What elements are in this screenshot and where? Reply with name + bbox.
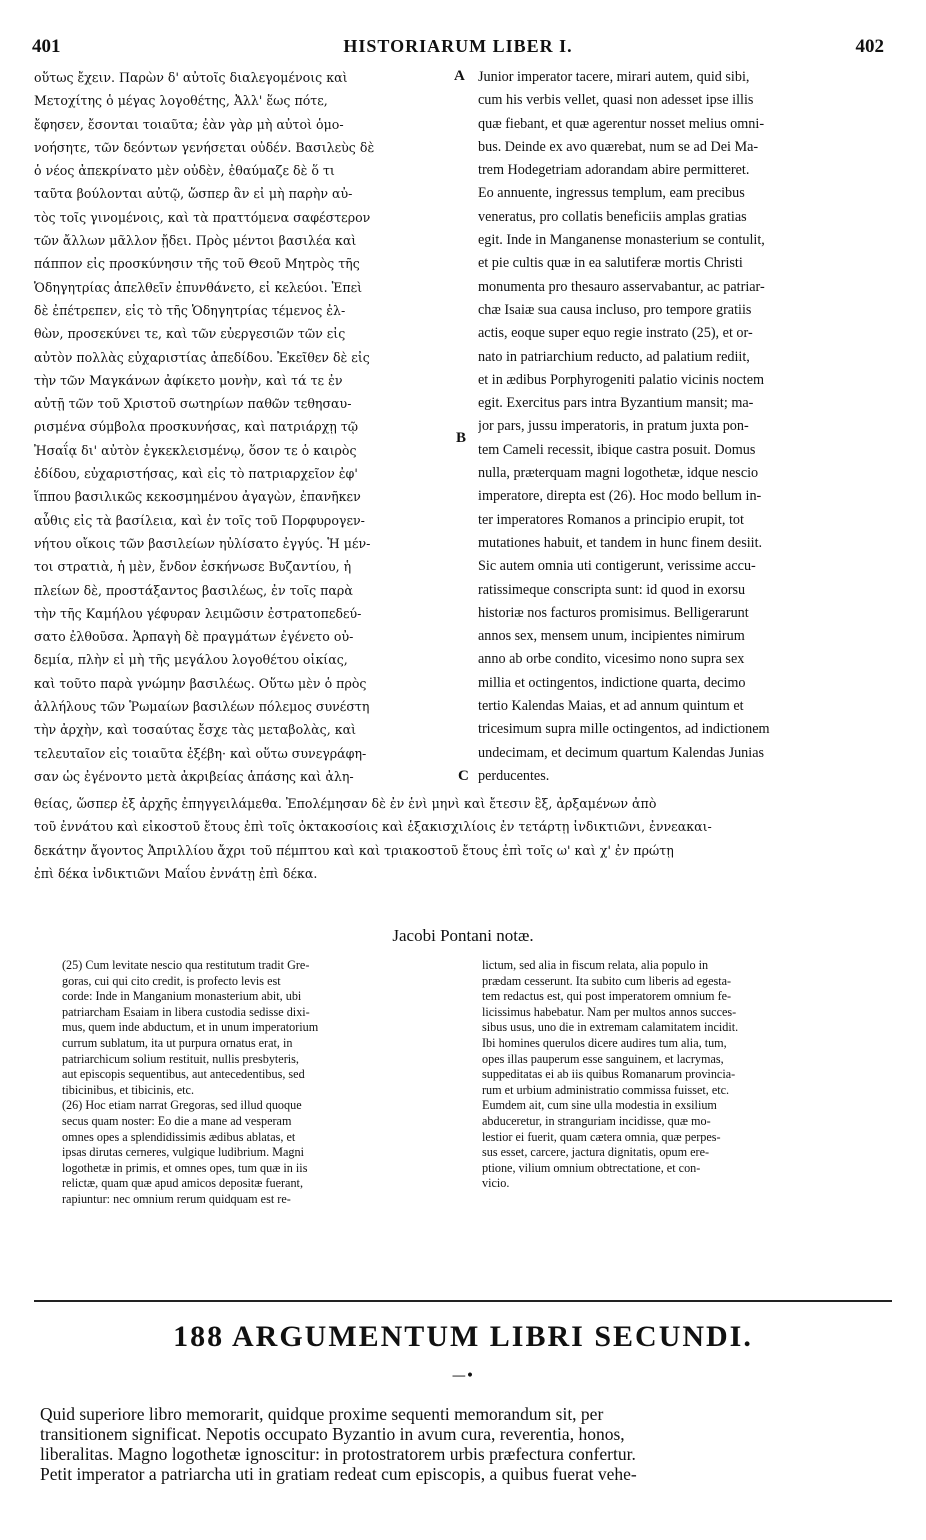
note-line: (25) Cum levitate nescio qua restitutum tradit Gre-	[62, 958, 310, 972]
greek-line: δεμία, πλὴν εἰ μὴ τῆς μεγάλου λογοθέτου οἰκίας,	[34, 652, 348, 668]
greek-line: αὖθις εἰς τὰ βασίλεια, καὶ ἐν τοῖς τοῦ Πορφυρογεν-	[34, 512, 365, 528]
greek-line: αὐτὸν πολλὰς εὐχαριστίας ἀπεδίδου. Ἐκεῖθεν δὲ εἰς	[34, 349, 370, 365]
note-line: sus esset, carcere, jactura dignitatis, opum ere-	[482, 1145, 710, 1160]
note-line: tem redactus est, qui post imperatorem omnium fe-	[482, 989, 732, 1004]
latin-line: anno ab orbe condito, vicesimo nono supra sex	[478, 651, 745, 668]
greek-line: πλείων δὲ, προστάξαντος βασιλέως, ἐν τοῖς παρὰ	[34, 582, 353, 598]
greek-line: Ἠσαΐᾳ δι' αὐτὸν ἐγκεκλεισμένῳ, ὅσον τε ὁ καιρὸς	[34, 442, 357, 458]
latin-line: jor pars, jussu imperatoris, in pratum juxta pon-	[478, 418, 749, 435]
latin-line: annos sex, mensem unum, incipientes nimirum	[478, 628, 745, 645]
note-line: abduceretur, in stranguriam incidisse, quæ mo-	[482, 1113, 711, 1128]
argument-title: 188 ARGUMENTUM LIBRI SECUNDI.	[173, 1320, 753, 1353]
note-line: logothetæ in primis, et omnes opes, tum quæ in iis	[62, 1160, 308, 1175]
greek-line: Μετοχίτης ὁ μέγας λογοθέτης, Ἀλλ' ἕως πότε,	[34, 93, 328, 109]
greek-line: ἀλλήλους τῶν Ῥωμαίων βασιλέων πόλεμος συνέστη	[34, 699, 370, 715]
latin-line: egit. Exercitus pars intra Byzantium mansit; ma-	[478, 395, 754, 412]
note-line: lictum, sed alia in fiscum relata, alia populo in	[482, 958, 709, 972]
greek-line: ἔφησεν, ἔσονται τοιαῦτα; ἐὰν γὰρ μὴ αὐτοὶ ὁμο-	[34, 116, 344, 132]
latin-line: millia et octingentos, indictione quarta, decimo	[478, 674, 746, 691]
greek-line: αὐτῇ τῶν τοῦ Χριστοῦ σωτηρίων παθῶν τεθησαυ-	[34, 396, 352, 412]
latin-line: nato in patriarchium reducto, ad palatium rediit,	[478, 348, 750, 365]
greek-line: τὴν τῶν Μαγκάνων ἀφίκετο μονὴν, καὶ τά τε ἐν	[34, 372, 343, 388]
note-line: patriarchicum solium restituit, nullis presbyteris,	[62, 1051, 299, 1066]
note-line: vicio.	[482, 1176, 510, 1191]
greek-line: ἐδίδου, εὐχαριστήσας, καὶ εἰς τὸ πατριαρχεῖον ἐφ'	[34, 466, 358, 482]
latin-line: chæ Isaiæ sua causa incluso, pro tempore gratiis	[478, 301, 752, 318]
latin-text-column	[478, 66, 892, 788]
latin-line: tertio Kalendas Maias, et ad annum quintum et	[478, 698, 744, 715]
latin-line: nulla, præterquam magni logothetæ, idque nescio	[478, 465, 759, 482]
greek-line: δεκάτην ἄγοντος Ἀπριλλίου ἄχρι τοῦ πέμπτου καὶ καὶ τριακοστοῦ ἔτους ἐπὶ τοῖς ω' καὶ χ' ἐν πρώτῃ	[34, 842, 674, 858]
page-number-left: 401	[32, 36, 61, 57]
greek-line: πάππον εἰς προσκύνησιν τῆς τοῦ Θεοῦ Μητρὸς τῆς	[34, 256, 360, 272]
ornament-dash: —•	[451, 1368, 475, 1384]
greek-text-column	[34, 66, 466, 788]
notes-left-column	[62, 958, 462, 1208]
greek-line: ἐπὶ δέκα ἰνδικτιῶνι Μαΐου ἐννάτῃ ἐπὶ δέκα.	[34, 865, 318, 881]
latin-line: perducentes.	[478, 767, 550, 784]
note-line: sibus usus, uno die in extremam calamitatem incidit.	[482, 1020, 739, 1035]
latin-line: Sic autem omnia uti contigerunt, verissime accu-	[478, 558, 756, 575]
greek-line: θείας, ὥσπερ ἐξ ἀρχῆς ἐπηγγειλάμεθα. Ἐπολέμησαν δὲ ἐν ἑνὶ μηνὶ καὶ ἔτεσιν ἓξ, ἀρξαμένων ἀπὸ	[34, 796, 657, 811]
note-line: rum et urbium administratio commissa fuisset, etc.	[482, 1082, 730, 1097]
latin-line: imperatore, direpta est (26). Hoc modo bellum in-	[478, 488, 762, 505]
note-line: relictæ, quam quæ apud amicos depositæ fuerant,	[62, 1176, 303, 1191]
latin-line: mutationes habuit, et tandem in hunc finem desiit.	[478, 534, 763, 551]
latin-line: undecimam, et decimum quartum Kalendas Junias	[478, 744, 765, 761]
note-line: currum sublatum, ita ut purpura ornatus erat, in	[62, 1035, 293, 1050]
greek-line: τὴν ἀρχὴν, καὶ τοσαύτας ἔσχε τὰς μεταβολὰς, καὶ	[34, 722, 357, 738]
argument-line: Petit imperator a patriarcha uti in gratiam redeat cum episcopis, a quibus fuerat vehe-	[40, 1464, 637, 1484]
greek-line: Ὁδηγητρίας ἀπελθεῖν ἐπυνθάνετο, εἰ κελεύοι. Ἐπεὶ	[34, 279, 363, 295]
greek-line: καὶ τοῦτο παρὰ γνώμην βασιλέως. Οὕτω μὲν ὁ πρὸς	[34, 675, 367, 691]
argument-body	[40, 1404, 894, 1484]
greek-line: ρισμένα σύμβολα προσκυνήσας, καὶ πατριάρχῃ τῷ	[34, 419, 359, 435]
latin-line: ter imperatores Romanos a principio erupit, tot	[478, 511, 744, 528]
note-line: Eumdem ait, cum sine ulla modestia in exsilium	[482, 1098, 717, 1113]
latin-line: et pie cultis quæ in ea salutiferæ mortis Christi	[478, 255, 743, 272]
note-line: omnes opes a splendidissimis ædibus ablatas, et	[62, 1129, 296, 1144]
section-divider	[34, 1300, 892, 1302]
margin-marker-c: C	[458, 768, 469, 784]
latin-line: trem Hodegetriam adorandam abire permitteret.	[478, 162, 750, 179]
greek-line: ὁ νέος ἀπεκρίνατο μὲν οὐδὲν, ἐθαύμαζε δὲ ὅ τι	[34, 163, 335, 179]
note-line: suppeditatas ei ab iis quibus Romanarum provincia-	[482, 1067, 736, 1082]
note-line: rapiuntur: nec omnium rerum quidquam est re-	[62, 1191, 291, 1206]
greek-line: δὲ ἐπέτρεπεν, εἰς τὸ τῆς Ὁδηγητρίας τέμενος ἐλ-	[34, 302, 346, 318]
greek-line: νοήσητε, τῶν δεόντων γενήσεται οὐδέν. Βασιλεὺς δὲ	[34, 139, 375, 155]
greek-line: τοι στρατιὰ, ἡ μὲν, ἔνδον ἐσκήνωσε Βυζαντίου, ἡ	[34, 559, 352, 575]
notes-title: Jacobi Pontani notæ.	[392, 926, 534, 945]
note-line: prædam cesserunt. Ita subito cum liberis ad egesta-	[482, 973, 732, 988]
margin-marker-b: B	[456, 430, 467, 446]
latin-line: et in ædibus Porphyrogeniti palatio vicinis noctem	[478, 371, 765, 388]
argument-line: Quid superiore libro memorarit, quidque proxime sequenti memorandum sit, per	[40, 1404, 604, 1424]
note-line: corde: Inde in Manganium monasterium abit, ubi	[62, 989, 302, 1004]
latin-line: tricesimum supra mille octingentos, ad indictionem	[478, 721, 770, 738]
argument-line: liberalitas. Magno logothetæ ignoscitur: in protostratorem urbis præfectura confertur.	[40, 1444, 636, 1464]
latin-line: Junior imperator tacere, mirari autem, quid sibi,	[478, 69, 750, 85]
note-line: tibicinibus, et tibicinis, etc.	[62, 1082, 195, 1097]
latin-line: monumenta pro thesauro asservabantur, ac patriar-	[478, 278, 765, 295]
note-line: ptione, vilium omnium obtrectatione, et con-	[482, 1160, 701, 1175]
greek-text-full-width	[34, 792, 892, 885]
page-number-right: 402	[855, 36, 884, 57]
greek-line: τελευταῖον εἰς τοιαῦτα ἐξέβη· καὶ οὕτω συνεγράφη-	[34, 745, 367, 761]
latin-line: ratissimeque conscripta sunt: id quod in exorsu	[478, 581, 746, 598]
greek-line: ταῦτα βούλονται αὐτῷ, ὥσπερ ἂν εἰ μὴ παρὴν αὐ-	[34, 186, 353, 202]
note-line: patriarcham Esaiam in libera custodia sedisse dixi-	[62, 1004, 310, 1019]
latin-line: egit. Inde in Manganense monasterium se contulit,	[478, 232, 765, 249]
latin-line: actis, eoque super equo regie instrato (25), et or-	[478, 325, 753, 342]
greek-line: τοῦ ἐννάτου καὶ εἰκοστοῦ ἔτους ἐπὶ τοῖς ὀκτακοσίοις καὶ ἑξακισχιλίοις ἐν τετάρτῃ ἰνδικτιῶνι, ἐννεακαι-	[34, 819, 712, 835]
note-line: goras, cui qui cito credit, is profecto levis est	[62, 973, 281, 988]
running-title: HISTORIARUM LIBER I.	[343, 36, 573, 56]
greek-line: θὼν, προσεκύνει τε, καὶ τῶν εὐεργεσιῶν τῶν εἰς	[34, 326, 346, 342]
notes-right-column	[482, 958, 894, 1192]
greek-line: τὸς τοῖς γινομένοις, καὶ τὰ πραττόμενα σαφέστερον	[34, 209, 371, 225]
argument-line: transitionem significat. Nepotis occupato Byzantio in avum cura, reverentia, honos,	[40, 1424, 625, 1444]
greek-line: σατο ἐλθοῦσα. Ἁρπαγὴ δὲ πραγμάτων ἐγένετο οὐ-	[34, 629, 354, 645]
greek-line: ἵππου βασιλικῶς κεκοσμημένου ἀγαγὼν, ἐπανῆκεν	[34, 489, 361, 505]
note-line: aut episcopis sequentibus, aut antecedentibus, sed	[62, 1067, 305, 1082]
note-line: opes illas pauperum esse sanguinem, et lacrymas,	[482, 1051, 724, 1066]
note-line: licissimus habebatur. Nam per multos annos succes-	[482, 1004, 737, 1019]
running-header	[32, 36, 884, 58]
note-line: Ibi homines querulos dicere audires tum alia, tum,	[482, 1035, 727, 1050]
latin-line: bus. Deinde ex avo quærebat, num se ad Dei Ma-	[478, 138, 759, 155]
margin-marker-a: A	[454, 68, 465, 84]
greek-line: τῶν ἄλλων μᾶλλον ᾔδει. Πρὸς μέντοι βασιλέα καὶ	[34, 233, 357, 249]
latin-line: quæ fiebant, et quæ agerentur nosset melius omni-	[478, 115, 765, 132]
greek-line: νήτου οἴκοις τῶν βασιλείων ηὐλίσατο ἐγγύς. Ἡ μέν-	[34, 535, 371, 551]
note-line: mus, quem inde abductum, et in unum imperatorium	[62, 1020, 319, 1035]
latin-line: cum his verbis vellet, quasi non adesset ipse illis	[478, 92, 754, 109]
latin-line: Eo annuente, ingressus templum, eam precibus	[478, 185, 745, 202]
latin-line: tem Cameli recessit, ibique castra posuit. Domus	[478, 441, 756, 458]
greek-line: τὴν τῆς Καμήλου γέφυραν λειμῶσιν ἐστρατοπεδεύ-	[34, 605, 362, 621]
greek-line: σαν ὡς ἐγένοντο μετὰ ἀκριβείας ἁπάσης καὶ ἀλη-	[34, 768, 354, 784]
note-line: (26) Hoc etiam narrat Gregoras, sed illud quoque	[62, 1098, 302, 1113]
greek-line: οὕτως ἔχειν. Παρὼν δ' αὐτοῖς διαλεγομένοις καὶ	[34, 70, 348, 85]
note-line: secus quam noster: Eo die a mane ad vesperam	[62, 1113, 292, 1128]
note-line: lestior ei fuerit, quam cætera omnia, quæ perpes-	[482, 1129, 721, 1144]
latin-line: veneratus, pro collatis beneficiis amplas gratias	[478, 208, 747, 225]
latin-line: historiæ nos facturos promisimus. Belligerarunt	[478, 604, 749, 621]
note-line: ipsas dirutas cerneres, vulgique ludibrium. Magni	[62, 1145, 305, 1160]
